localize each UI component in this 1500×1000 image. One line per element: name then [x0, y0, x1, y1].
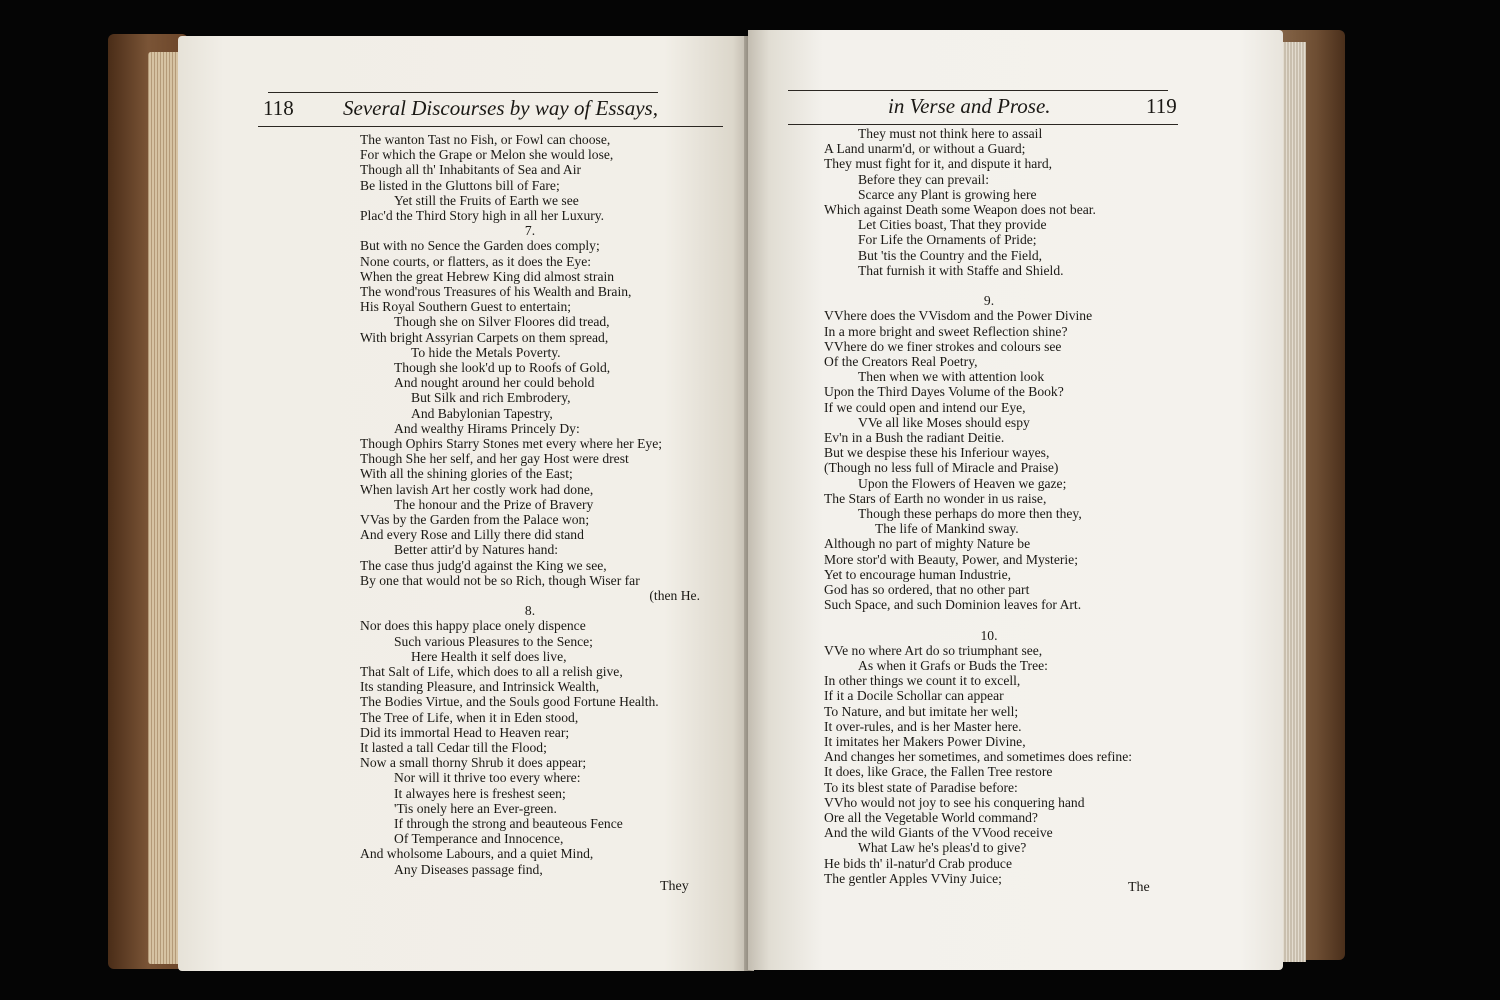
poem-line: If it a Docile Schollar can appear: [824, 688, 1004, 704]
poem-line: Let Cities boast, That they provide: [858, 217, 1047, 233]
poem-line: The Tree of Life, when it in Eden stood,: [360, 709, 579, 725]
poem-line: Before they can prevail:: [858, 171, 989, 187]
poem-line: And wealthy Hirams Princely Dy:: [394, 420, 580, 436]
poem-line: When lavish Art her costly work had done,: [360, 481, 594, 497]
header-top-rule: [788, 90, 1168, 91]
poem-line: For which the Grape or Melon she would lose,: [360, 147, 614, 163]
right-page: [748, 30, 1283, 970]
poem-line: (Though no less full of Miracle and Praise): [824, 460, 1059, 476]
right-running-head: in Verse and Prose.: [888, 94, 1051, 118]
poem-line: To Nature, and but imitate her well;: [824, 703, 1019, 719]
poem-line: For Life the Ornaments of Pride;: [858, 232, 1037, 248]
poem-line: None courts, or flatters, as it does the Eye:: [360, 253, 592, 269]
poem-line: Ore all the Vegetable World command?: [824, 810, 1038, 825]
poem-line: And nought around her could behold: [394, 375, 595, 391]
poem-line: But Silk and rich Embrodery,: [411, 390, 571, 406]
poem-line: His Royal Southern Guest to entertain;: [360, 299, 572, 315]
poem-line: Did its immortal Head to Heaven rear;: [360, 724, 570, 740]
poem-line: Though all th' Inhabitants of Sea and Air: [360, 162, 582, 178]
header-top-rule: [268, 92, 658, 93]
poem-line: Here Health it self does live,: [411, 648, 567, 664]
poem-line: They must not think here to assail: [858, 126, 1043, 141]
left-catchword: They: [660, 879, 689, 894]
poem-line: Its standing Pleasure, and Intrinsick Wealth,: [360, 679, 600, 695]
poem-line: A Land unarm'd, or without a Guard;: [824, 141, 1026, 157]
open-book: [108, 22, 1340, 977]
poem-line: What Law he's pleas'd to give?: [858, 840, 1027, 856]
poem-line: When the great Hebrew King did almost strain: [360, 268, 615, 284]
poem-line: To its blest state of Paradise before:: [824, 779, 1018, 795]
poem-line: And Babylonian Tapestry,: [411, 405, 553, 421]
poem-line: VVhere does the VVisdom and the Power Divine: [824, 308, 1093, 324]
poem-line: And wholsome Labours, and a quiet Mind,: [360, 846, 594, 862]
poem-line: With all the shining glories of the East;: [360, 466, 573, 482]
poem-line: In a more bright and sweet Reflection shine?: [824, 323, 1068, 339]
page-edges-right: [1280, 42, 1306, 962]
poem-line: But we despise these his Inferiour wayes,: [824, 445, 1050, 461]
poem-line: VVhere do we finer strokes and colours see: [824, 338, 1062, 354]
poem-line: VVe all like Moses should espy: [858, 414, 1030, 430]
poem-line: And every Rose and Lilly there did stand: [360, 527, 584, 543]
poem-line: Though she look'd up to Roofs of Gold,: [394, 360, 611, 375]
header-bottom-rule: [788, 124, 1178, 125]
poem-line: That furnish it with Staffe and Shield.: [858, 262, 1064, 278]
poem-line: It lasted a tall Cedar till the Flood;: [360, 740, 547, 755]
poem-line: The case thus judg'd against the King we see,: [360, 557, 607, 573]
poem-line: Any Diseases passage find,: [394, 861, 543, 877]
poem-line: It imitates her Makers Power Divine,: [824, 734, 1026, 749]
poem-line: The Stars of Earth no wonder in us raise,: [824, 490, 1047, 506]
poem-line: Plac'd the Third Story high in all her Luxury.: [360, 208, 605, 223]
poem-line: Then when we with attention look: [858, 369, 1045, 385]
poem-line: 'Tis onely here an Ever-green.: [394, 800, 557, 816]
poem-line: As when it Grafs or Buds the Tree:: [858, 658, 1048, 673]
poem-line: Though She her self, and her gay Host were drest: [360, 451, 629, 467]
page-edges-left: [148, 52, 182, 964]
right-catchword: The: [1128, 880, 1150, 895]
poem-line: The Bodies Virtue, and the Souls good Fortune Health.: [360, 694, 659, 710]
poem-line: With bright Assyrian Carpets on them spread,: [360, 329, 609, 345]
poem-line: It over-rules, and is her Master here.: [824, 718, 1022, 734]
poem-line: The wanton Tast no Fish, or Fowl can choose,: [360, 132, 611, 147]
poem-line: 9.: [983, 293, 995, 309]
poem-line: Upon the Flowers of Heaven we gaze;: [858, 475, 1067, 491]
poem-line: The honour and the Prize of Bravery: [394, 496, 594, 512]
poem-line: Though she on Silver Floores did tread,: [394, 314, 610, 330]
poem-line: It does, like Grace, the Fallen Tree restore: [824, 764, 1053, 780]
poem-line: Although no part of mighty Nature be: [824, 536, 1031, 552]
poem-line: They must fight for it, and dispute it hard,: [824, 156, 1053, 172]
poem-line: The life of Mankind sway.: [875, 521, 1019, 537]
poem-line: Which against Death some Weapon does not bear.: [824, 202, 1096, 217]
left-poem-text: [360, 132, 700, 892]
poem-line: The wond'rous Treasures of his Wealth and Brain,: [360, 284, 632, 299]
header-bottom-rule: [258, 126, 723, 127]
poem-line: (then He.: [649, 588, 700, 603]
poem-line: He bids th' il-natur'd Crab produce: [824, 855, 1012, 871]
poem-line: Be listed in the Gluttons bill of Fare;: [360, 177, 560, 193]
poem-line: Ev'n in a Bush the radiant Deitie.: [824, 430, 1005, 445]
poem-line: Of the Creators Real Poetry,: [824, 354, 978, 369]
poem-line: By one that would not be so Rich, though Wiser far: [360, 572, 640, 588]
right-page-number: 119: [1146, 94, 1177, 118]
poem-line: Such various Pleasures to the Sence;: [394, 633, 593, 649]
poem-line: But 'tis the Country and the Field,: [858, 247, 1043, 263]
poem-line: It alwayes here is freshest seen;: [394, 785, 566, 801]
poem-line: To hide the Metals Poverty.: [411, 344, 561, 360]
poem-line: In other things we count it to excell,: [824, 673, 1021, 689]
poem-line: Nor will it thrive too every where:: [394, 770, 581, 786]
right-poem-text: [824, 126, 1154, 896]
poem-line: God has so ordered, that no other part: [824, 582, 1030, 597]
poem-line: VVho would not joy to see his conquering hand: [824, 794, 1085, 810]
left-page-number: 118: [263, 96, 294, 120]
poem-line: Upon the Third Dayes Volume of the Book?: [824, 384, 1064, 400]
left-page: [178, 36, 750, 971]
poem-line: Now a small thorny Shrub it does appear;: [360, 755, 587, 771]
poem-line: And changes her sometimes, and sometimes does refine:: [824, 749, 1133, 765]
poem-line: VVas by the Garden from the Palace won;: [360, 512, 590, 527]
poem-line: Of Temperance and Innocence,: [394, 831, 564, 847]
poem-line: Yet still the Fruits of Earth we see: [394, 192, 579, 208]
poem-line: Better attir'd by Natures hand:: [394, 542, 559, 558]
poem-line: VVe no where Art do so triumphant see,: [824, 642, 1043, 658]
poem-line: Scarce any Plant is growing here: [858, 186, 1037, 202]
poem-line: Nor does this happy place onely dispence: [360, 618, 586, 634]
poem-line: More stor'd with Beauty, Power, and Mysterie;: [824, 551, 1078, 567]
poem-line: But with no Sence the Garden does comply;: [360, 238, 600, 254]
poem-line: If we could open and intend our Eye,: [824, 399, 1026, 415]
poem-line: 8.: [524, 603, 536, 619]
poem-line: That Salt of Life, which does to all a relish give,: [360, 664, 623, 679]
left-running-head: Several Discourses by way of Essays,: [343, 96, 658, 120]
poem-line: The gentler Apples VViny Juice;: [824, 870, 1002, 886]
poem-line: 7.: [524, 223, 536, 239]
poem-line: Yet to encourage human Industrie,: [824, 566, 1011, 582]
poem-line: 10.: [980, 627, 998, 643]
poem-line: Though these perhaps do more then they,: [858, 506, 1082, 521]
poem-line: If through the strong and beauteous Fence: [394, 816, 623, 831]
poem-line: Such Space, and such Dominion leaves for Art.: [824, 597, 1082, 613]
poem-line: And the wild Giants of the VVood receive: [824, 825, 1053, 841]
poem-line: Though Ophirs Starry Stones met every where her Eye;: [360, 436, 663, 451]
